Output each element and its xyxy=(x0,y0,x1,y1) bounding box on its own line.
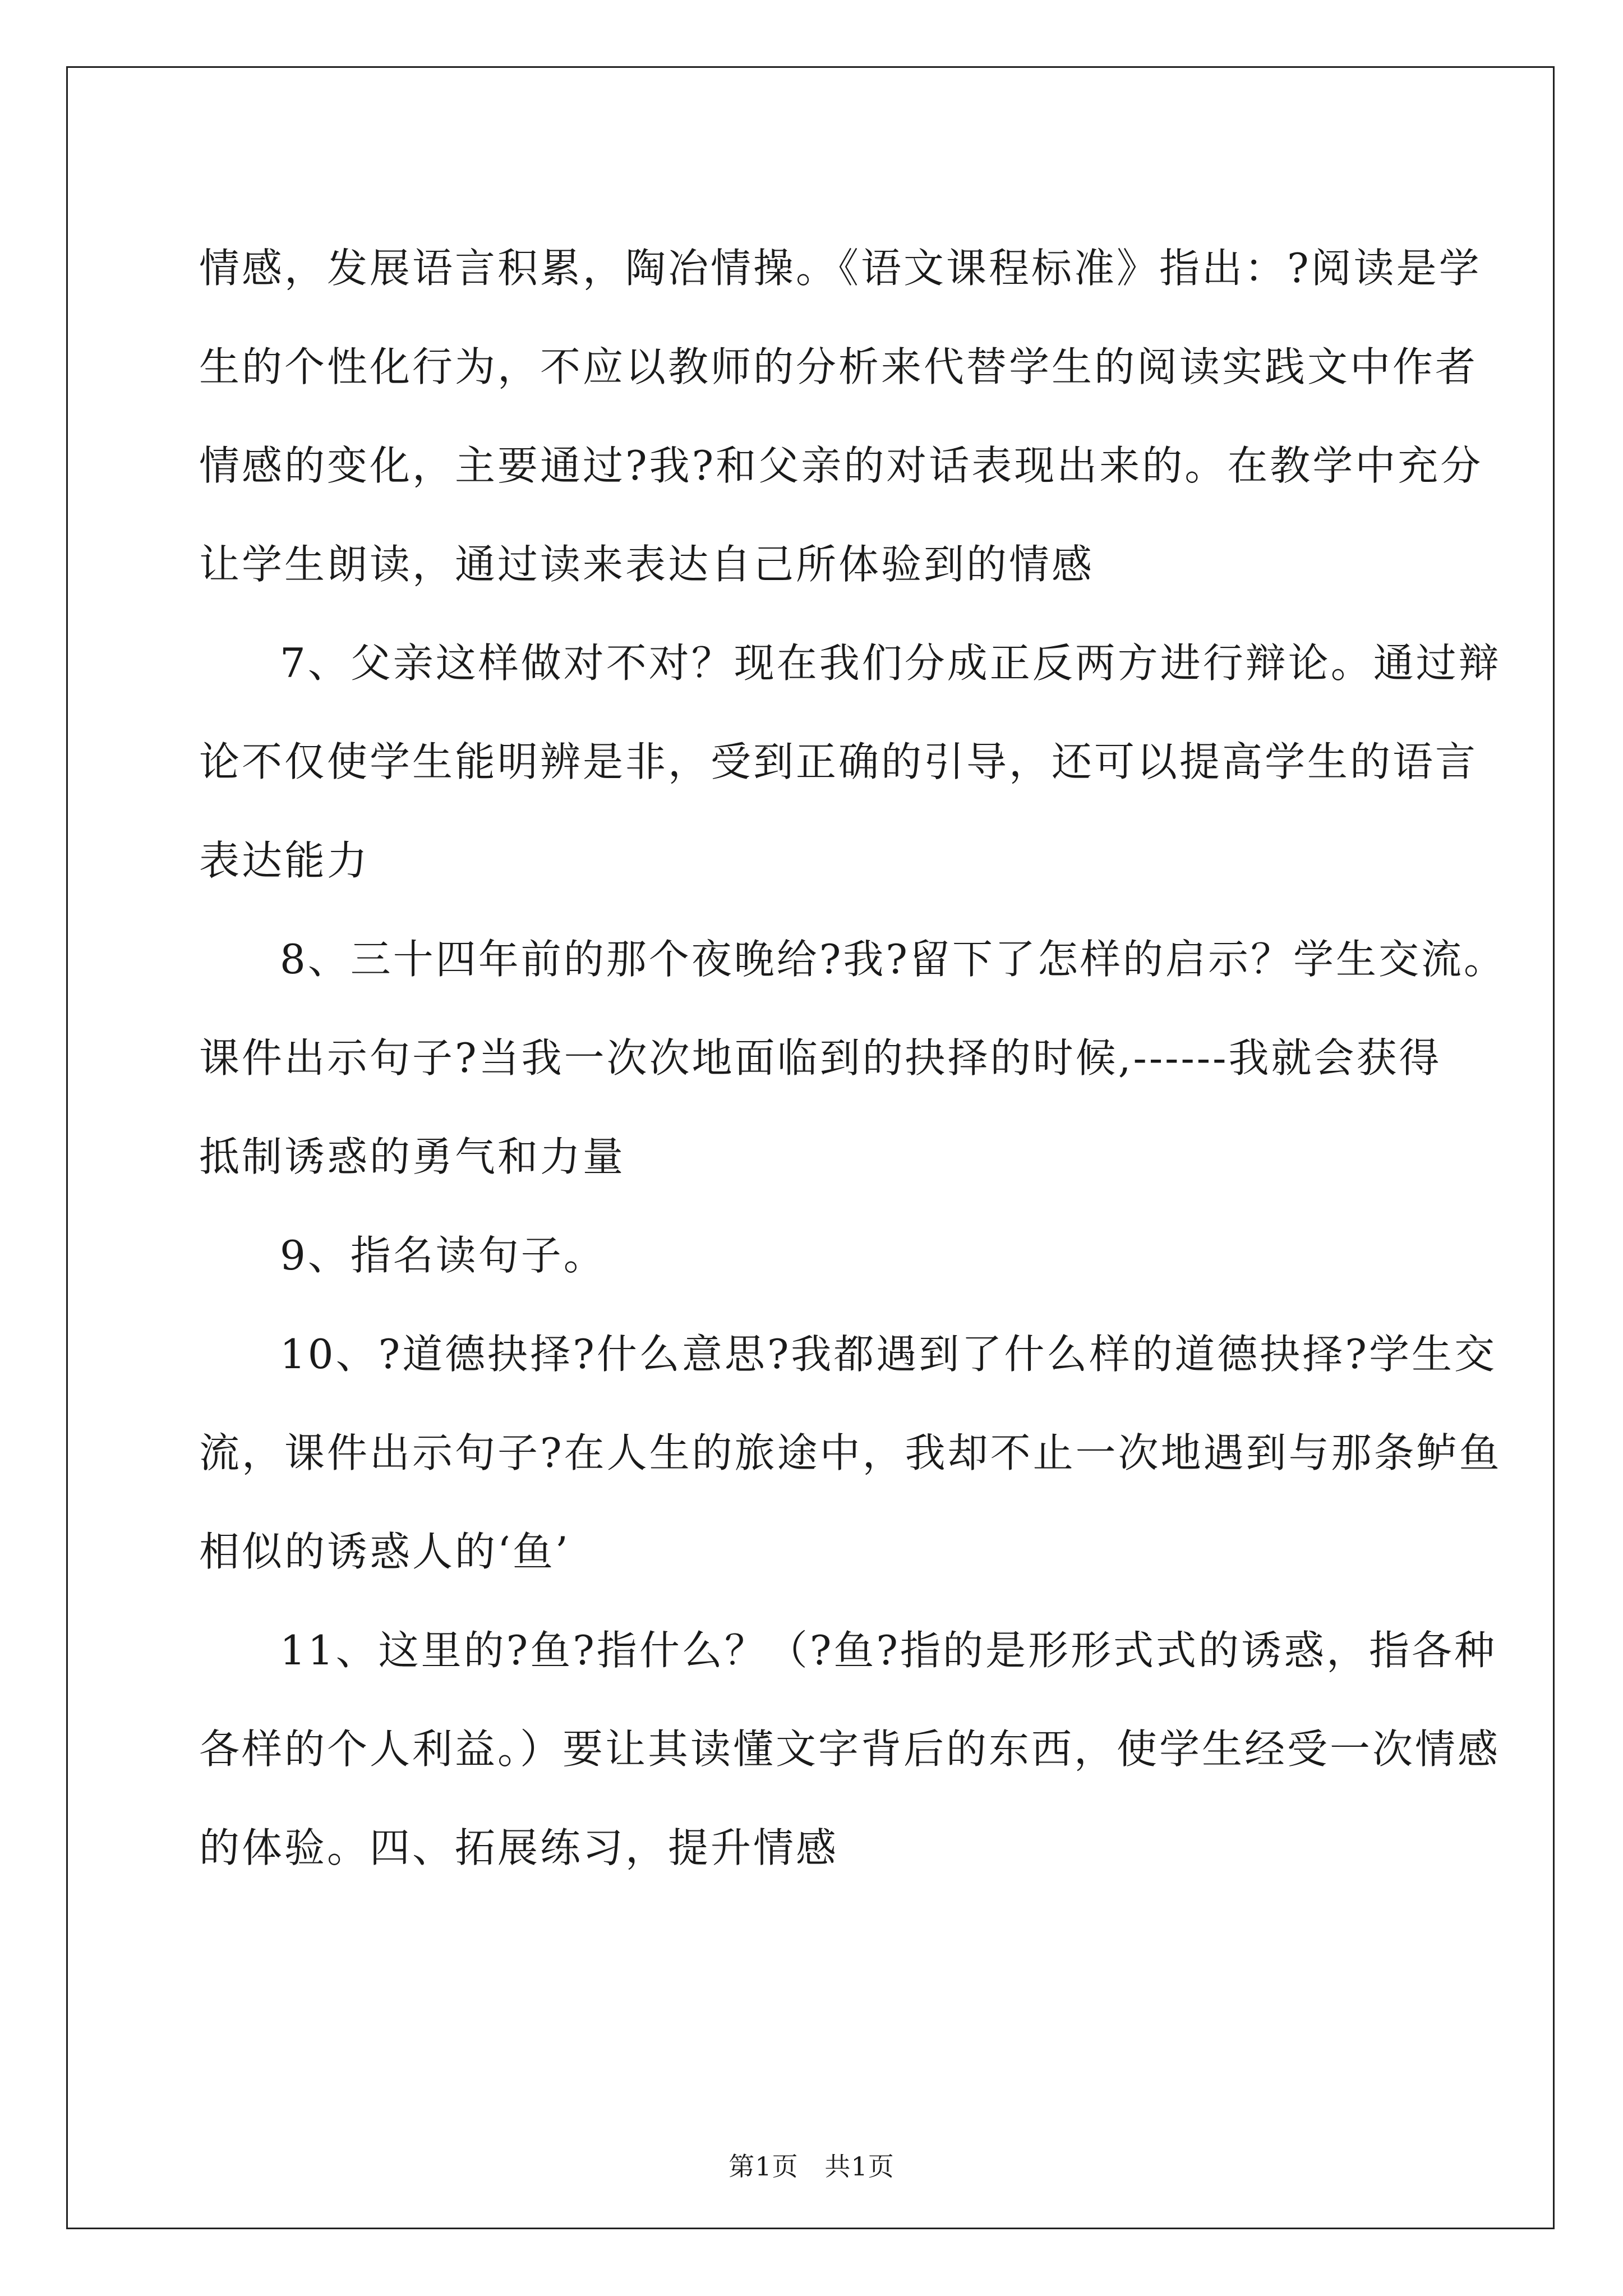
text-line: 流，课件出示句子?在人生的旅途中，我却不止一次地遇到与那条鲈鱼 xyxy=(199,1429,1502,1476)
text-line: 各样的个人利益。）要让其读懂文字背后的东西，使学生经受一次情感 xyxy=(199,1726,1501,1773)
text-line: 10、?道德抉择?什么意思?我都遇到了什么样的道德抉择?学生交 xyxy=(280,1331,1497,1378)
paragraph-8 xyxy=(199,910,1507,1206)
page-number-footer: 第1页 共1页 xyxy=(728,2151,895,2182)
paragraph-10 xyxy=(199,1305,1502,1601)
text-line: 相似的诱惑人的‘鱼’ xyxy=(199,1528,570,1575)
paragraph-11 xyxy=(199,1601,1501,1897)
text-line: 课件出示句子?当我一次次地面临到的抉择的时候,------我就会获得 xyxy=(199,1034,1442,1082)
text-line: 7、父亲这样做对不对？现在我们分成正反两方进行辩论。通过辩 xyxy=(280,639,1501,687)
text-line: 9、指名读句子。 xyxy=(280,1232,606,1279)
text-line: 11、这里的?鱼?指什么？（?鱼?指的是形形式式的诱惑，指各种 xyxy=(280,1627,1497,1674)
text-line: 情感的变化，主要通过?我?和父亲的对话表现出来的。在教学中充分 xyxy=(199,442,1483,489)
text-line: 的体验。四、拓展练习，提升情感 xyxy=(199,1824,839,1871)
document-body xyxy=(199,219,1507,1897)
paragraph-9 xyxy=(199,1206,1424,1305)
paragraph-7 xyxy=(199,614,1501,910)
text-line: 生的个性化行为，不应以教师的分析来代替学生的阅读实践文中作者 xyxy=(199,343,1478,390)
text-line: 表达能力 xyxy=(199,837,370,884)
text-line: 8、三十四年前的那个夜晚给?我?留下了怎样的启示？学生交流。 xyxy=(280,936,1507,983)
text-line: 让学生朗读，通过读来表达自己所体验到的情感 xyxy=(199,541,1095,588)
text-line: 情感，发展语言积累，陶冶情操。《语文课程标准》指出：?阅读是学 xyxy=(199,245,1482,292)
text-line: 论不仅使学生能明辨是非，受到正确的引导，还可以提高学生的语言 xyxy=(199,738,1478,785)
text-line: 抵制诱惑的勇气和力量 xyxy=(199,1133,626,1180)
paragraph-continuation xyxy=(199,219,1483,614)
